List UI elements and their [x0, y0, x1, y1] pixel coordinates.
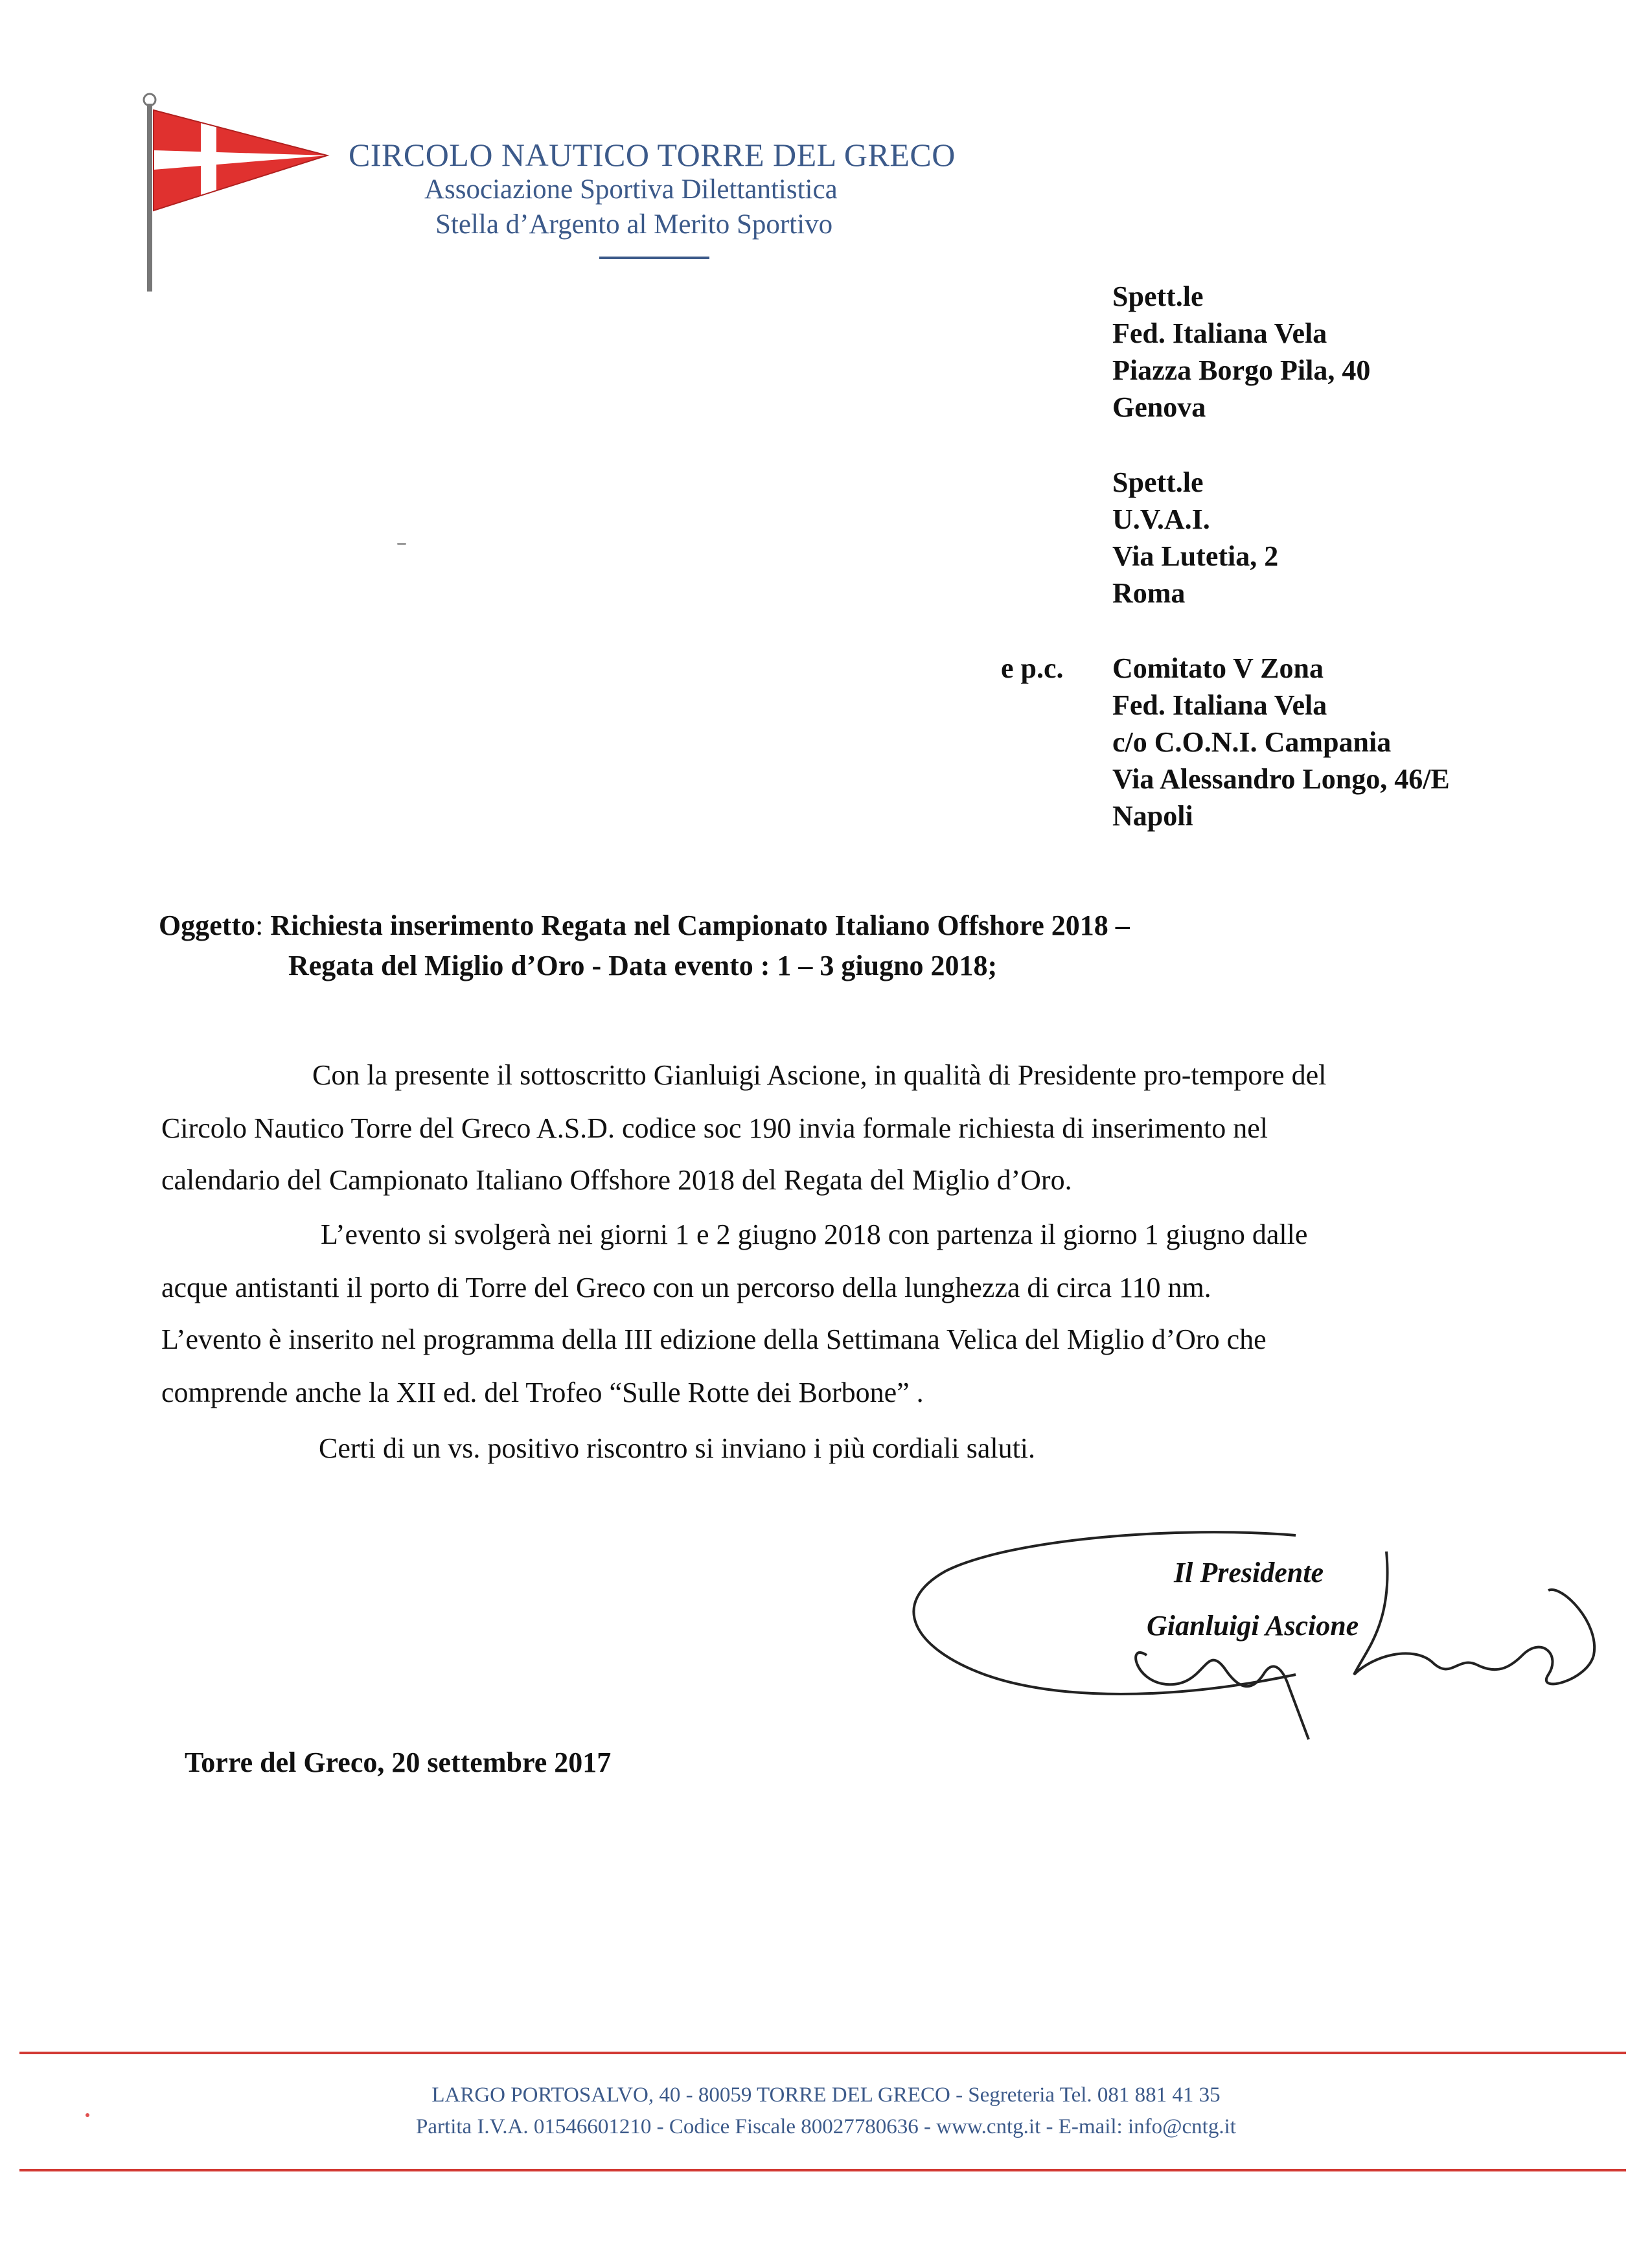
recipient-line: Fed. Italiana Vela: [1112, 317, 1327, 349]
recipient-fiv: [1112, 278, 1370, 426]
recipient-line: U.V.A.I.: [1112, 503, 1210, 535]
club-subtitle-association: Associazione Sportiva Dilettantistica: [424, 174, 838, 205]
cc-label: e p.c.: [1001, 652, 1064, 684]
recipient-comitato: [1112, 650, 1450, 834]
subject: Oggetto: Richiesta inserimento Regata nel Campionato Italiano Offshore 2018 – Regata del Miglio d’Oro - Data evento : 1 – 3 giugno 2018;: [159, 906, 1130, 946]
recipient-line: Via Lutetia, 2: [1112, 540, 1279, 572]
recipient-line: Napoli: [1112, 800, 1193, 832]
body-line: Circolo Nautico Torre del Greco A.S.D. codice soc 190 invia formale richiesta di inserimento nel: [161, 1112, 1268, 1144]
scan-speck: [86, 2113, 89, 2117]
recipient-line: Roma: [1112, 577, 1186, 609]
club-burgee-logo: [139, 91, 334, 298]
body-line: Con la presente il sottoscritto Gianluigi Ascione, in qualità di Presidente pro-tempore del: [312, 1059, 1327, 1091]
subject-label: Oggetto: [159, 910, 256, 941]
recipient-line: c/o C.O.N.I. Campania: [1112, 726, 1392, 758]
signatory-name: Gianluigi Ascione: [1147, 1610, 1359, 1642]
place-and-date: Torre del Greco, 20 settembre 2017: [185, 1747, 612, 1778]
recipient-line: Comitato V Zona: [1112, 652, 1324, 684]
recipient-line: Genova: [1112, 391, 1206, 423]
recipient-line: Spett.le: [1112, 466, 1204, 498]
recipient-line: Via Alessandro Longo, 46/E: [1112, 763, 1450, 795]
recipient-line: Piazza Borgo Pila, 40: [1112, 354, 1371, 386]
scan-speck: [397, 543, 406, 545]
subject-line-1: Richiesta inserimento Regata nel Campionato Italiano Offshore 2018 –: [270, 910, 1130, 941]
club-subtitle-award: Stella d’Argento al Merito Sportivo: [435, 209, 833, 240]
body-line: L’evento si svolgerà nei giorni 1 e 2 giugno 2018 con partenza il giorno 1 giugno dalle: [321, 1219, 1308, 1250]
recipient-uvai: [1112, 464, 1278, 612]
body-line: Certi di un vs. positivo riscontro si inviano i più cordiali saluti.: [319, 1432, 1036, 1464]
letterhead-divider: [599, 257, 709, 259]
footer-address: LARGO PORTOSALVO, 40 - 80059 TORRE DEL GRECO - Segreteria Tel. 081 881 41 35: [431, 2083, 1221, 2107]
recipient-line: Spett.le: [1112, 281, 1204, 312]
body-line: calendario del Campionato Italiano Offshore 2018 del Regata del Miglio d’Oro.: [161, 1164, 1072, 1196]
footer-rule-top: [19, 2052, 1626, 2054]
club-name: CIRCOLO NAUTICO TORRE DEL GRECO: [349, 137, 956, 173]
recipient-line: Fed. Italiana Vela: [1112, 689, 1327, 721]
body-line: acque antistanti il porto di Torre del Greco con un percorso della lunghezza di circa 110 nm.: [161, 1272, 1211, 1303]
signatory-title: Il Presidente: [1174, 1557, 1324, 1588]
footer-tax-info: Partita I.V.A. 01546601210 - Codice Fiscale 80027780636 - www.cntg.it - E-mail: info@cntg.it: [416, 2115, 1236, 2138]
body-line: comprende anche la XII ed. del Trofeo “Sulle Rotte dei Borbone” .: [161, 1377, 924, 1408]
body-line: L’evento è inserito nel programma della III edizione della Settimana Velica del Miglio d’Oro che: [161, 1323, 1267, 1355]
subject-line-2: Regata del Miglio d’Oro - Data evento : 1 – 3 giugno 2018;: [288, 950, 998, 981]
footer-rule-bottom: [19, 2169, 1626, 2171]
